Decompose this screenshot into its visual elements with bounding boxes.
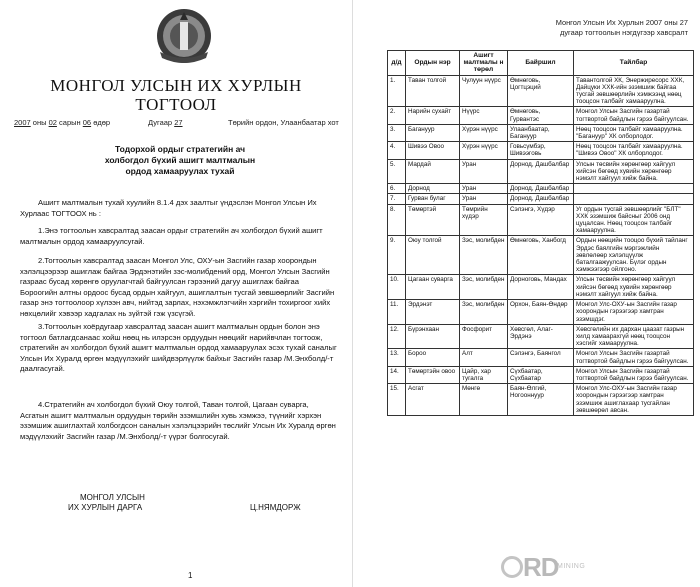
cell-name: Дорнод (406, 184, 460, 194)
cell-mineral: Цайр, хар тугалга (460, 366, 508, 383)
paragraph-3: 3.Тогтоолын хоёрдугаар хавсралтад заасан ашигт малтмалын ордын болон энэ тогтоол батлагдсанаас хойш нөөц нь илэрсэн ордуудын нөөцийг нарийвчлан тогтоож, стратегийн ач холбогдол бүхий ашигт малтмалын ордод хамааруулах эсэх тухай саналыг Улсын Их Хуралд өргөн мэдүүлэхийг шийдвэрлүүлж байхыг Засгийн газар /М.Энхболд/-т даалгасугай. (20, 322, 337, 374)
cell-note: Тавантолгой ХК, Энержиресорс ХХК, Дайцуки ХХК-ийн эзэмшиж байгаа тусгай зөвшөөрлийн хэмжээнд нөөц тооцсон талбайг хамааруулна. (574, 75, 694, 107)
table-row (388, 194, 694, 204)
signatory-org-line1: МОНГОЛ УЛСЫН (80, 493, 145, 502)
cell-location: Сэлэнгэ, Баянгол (508, 349, 574, 366)
table-header-row (388, 51, 694, 76)
cell-note: Нөөц тооцсон талбайг хамааруулна. "Шивээ Овоо" ХК олборлодог. (574, 142, 694, 159)
cell-location: Улаанбаатар, Багануур (508, 124, 574, 141)
cell-name: Нарийн сухайт (406, 107, 460, 124)
cell-mineral: Уран (460, 184, 508, 194)
cell-num: 10. (388, 275, 406, 300)
cell-mineral: Зэс, молибден (460, 236, 508, 275)
table-row (388, 300, 694, 325)
table-row (388, 159, 694, 184)
cell-name: Бүрэнхаан (406, 324, 460, 349)
cell-location: Дорнод, Дашбалбар (508, 194, 574, 204)
table-row (388, 107, 694, 124)
table-row (388, 324, 694, 349)
table-row (388, 124, 694, 141)
cell-name: Асгат (406, 384, 460, 416)
cell-location: Дорнод, Дашбалбар (508, 184, 574, 194)
table-row (388, 204, 694, 236)
cell-location: Баян-Өлгий, Ногооннуур (508, 384, 574, 416)
table-row (388, 142, 694, 159)
cell-location: Хөвсгөл, Алаг-Эрдэнэ (508, 324, 574, 349)
cell-num: 1. (388, 75, 406, 107)
table-row (388, 184, 694, 194)
cell-name: Оюу толгой (406, 236, 460, 275)
cell-name: Шивээ Овоо (406, 142, 460, 159)
paragraph-intro: Ашигт малтмалын тухай хуулийн 8.1.4 дэх заалтыг үндэслэн Монгол Улсын Их Хурлаас ТОГТООХ нь : (20, 198, 317, 218)
doc-type: ТОГТООЛ (135, 95, 217, 114)
cell-name: Төмөртэйн овоо (406, 366, 460, 383)
table-row (388, 349, 694, 366)
cell-location: Өмнөговь, Ханбогд (508, 236, 574, 275)
cell-name: Багануур (406, 124, 460, 141)
document-title: Тодорхой ордыг стратегийн ач холбогдол бүхий ашигт малтмалын ордод хамааруулах тухай (104, 144, 256, 176)
gov-name: МОНГОЛ УЛСЫН ИХ ХУРЛЫН (50, 76, 302, 95)
cell-name: Бороо (406, 349, 460, 366)
table-row (388, 366, 694, 383)
paragraph-2: 2.Тогтоолын хавсралтад заасан Монгол Улс, ОХУ-ын Засгийн газар хоорондын хэлэлцээрээр ашиглаж байгаа Эрдэнэтийн зэс-молибдений орд, Монгол Улсын Засгийн газраас бусад хөрөнгө оруулагчтай байгуулсан гэрээний дагуу ашиглаж байгаа Бороогийн алтны ордоос бусад ордын хайгуул, ашиглалтын тусгай зөвшөөрлийг Засгийн газар энэ тогтоолоор хүлээн авч, нийтэд зарлах, нэхэмжлэгчийн хэргийн тохиргоог хийх нөхцөлийг хэвээр хадгалах нь зүйтэй гэж үзсүгэй. (20, 256, 335, 318)
cell-location: Өмнөговь, Цогтцэций (508, 75, 574, 107)
appendix-header: Монгол Улсын Их Хурлын 2007 оны 27 дугаар тогтоолын нэгдүгээр хавсралт (555, 18, 688, 37)
cell-num: 15. (388, 384, 406, 416)
cell-name: Мардай (406, 159, 460, 184)
cell-note: Улсын төсвийн хөрөнгөөр хайгуул хийсэн бөгөөд хувийн хөрөнгөөр нэмэлт хайгуул хийж байна. (574, 159, 694, 184)
page-number: 1 (188, 571, 193, 580)
cell-note: Нөөц тооцсон талбайг хамааруулна. "Багануур" ХК олборлодог. (574, 124, 694, 141)
cell-note: Монгол Улс-ОХУ-ын Засгийн газар хоорондын гэрээгээр хамтран эзэмшиж ашиглахаар тусгайлан зөвшөөрөл авсан. (574, 384, 694, 416)
cell-num: 14. (388, 366, 406, 383)
cell-note: Ордын нөөцийн тооцоо бүхий тайланг Эрдэс баялгийн мэргэжлийн зөвлөлөөр хэлэлцүүлж баталгаажуулсан. Бүлэг ордын хэмжээгээр ойлгоно. (574, 236, 694, 275)
cell-location: Дорноговь, Мандах (508, 275, 574, 300)
cell-name: Цагаан суварга (406, 275, 460, 300)
cell-name: Гурван булаг (406, 194, 460, 204)
cell-num: 4. (388, 142, 406, 159)
cell-name: Эрдэнэт (406, 300, 460, 325)
cell-note (574, 194, 694, 204)
cell-num: 12. (388, 324, 406, 349)
cell-num: 13. (388, 349, 406, 366)
col-header-note: Тайлбар (574, 51, 694, 76)
col-header-name: Ордын нэр (406, 51, 460, 76)
cell-mineral: Чулуун нүүрс (460, 75, 508, 107)
cell-location: Дорнод, Дашбалбар (508, 159, 574, 184)
document-date: 2007 оны 02 сарын 06 өдөр (14, 118, 111, 127)
cell-num: 11. (388, 300, 406, 325)
cell-mineral: Уран (460, 194, 508, 204)
table-row (388, 384, 694, 416)
col-header-location: Байршил (508, 51, 574, 76)
cell-location: Сүхбаатар, Сүхбаатар (508, 366, 574, 383)
cell-mineral: Зэс, молибден (460, 300, 508, 325)
watermark-text: RD (523, 552, 559, 582)
cell-location: Орхон, Баян-Өндөр (508, 300, 574, 325)
cell-note: Монгол Улс-ОХУ-ын Засгийн газар хоорондын гэрээгээр хамтран эзэмшдэг. (574, 300, 694, 325)
cell-mineral: Алт (460, 349, 508, 366)
cell-location: Өмнөговь, Гурвантэс (508, 107, 574, 124)
cell-name: Төмөртэй (406, 204, 460, 236)
cell-note (574, 184, 694, 194)
deposits-table (387, 50, 694, 416)
cell-location: Сэлэнгэ, Хүдэр (508, 204, 574, 236)
cell-note: Монгол Улсын Засгийн газартай тогтвортой байдлын гэрээ байгуулсан. (574, 349, 694, 366)
cell-mineral: Зэс, молибден (460, 275, 508, 300)
watermark-logo-icon (501, 556, 523, 578)
cell-note: Уг ордын тусгай зөвшөөрлийг "БЛТ" ХХК эзэмшиж байсныг 2006 онд цуцалсан. Нөөц тооцсон талбайг хамааруулна. (574, 204, 694, 236)
right-page (352, 0, 700, 587)
paragraph-4: 4.Стратегийн ач холбогдол бүхий Оюу толгой, Таван толгой, Цагаан суварга, Асгатын ашигт малтмалын ордуудын төрийн эзэмшлийн хувь хэмжээ, түүнийг хэрхэн эзэмшиж ашиглахтай холбогдсон саналын хэлэлцээрийн төслийг Улсын Их Хуралд өргөн мэдүүлэхийг Засгийн газар /М.Энхболд/-т үүрэг болгосугай. (20, 400, 336, 441)
document-number: Дугаар 27 (148, 118, 183, 127)
cell-mineral: Хүрэн нүүрс (460, 124, 508, 141)
cell-num: 2. (388, 107, 406, 124)
cell-num: 3. (388, 124, 406, 141)
cell-mineral: Нүүрс (460, 107, 508, 124)
table-row (388, 236, 694, 275)
cell-mineral: Хүрэн нүүрс (460, 142, 508, 159)
watermark-subtext: MINING (557, 563, 586, 570)
cell-name: Таван толгой (406, 75, 460, 107)
col-header-num: д/д (388, 51, 406, 76)
cell-num: 5. (388, 159, 406, 184)
document-place: Төрийн ордон, Улаанбаатар хот (228, 118, 339, 127)
cell-note: Монгол Улсын Засгийн газартай тогтвортой байдлын гэрээ байгуулсан. (574, 366, 694, 383)
cell-note: Улсын төсвийн хөрөнгөөр хайгуул хийсэн бөгөөд хувийн хөрөнгөөр нэмэлт хайгуул хийж байна. (574, 275, 694, 300)
table-row (388, 75, 694, 107)
cell-num: 9. (388, 236, 406, 275)
table-row (388, 275, 694, 300)
col-header-mineral: Ашигт малтмалы н төрөл (460, 51, 508, 76)
cell-num: 6. (388, 184, 406, 194)
cell-mineral: Төмрийн хүдэр (460, 204, 508, 236)
signatory-name: Ц.НЯМДОРЖ (250, 503, 301, 512)
cell-note: Монгол Улсын Засгийн газартай тогтвортой байдлын гэрээ байгуулсан. (574, 107, 694, 124)
cell-mineral: Уран (460, 159, 508, 184)
paragraph-1: 1.Энэ тогтоолын хавсралтад заасан ордыг стратегийн ач холбогдол бүхий ашигт малтмалын ордод хамааруулсугай. (20, 226, 323, 246)
cell-location: Говьсүмбэр, Шивээговь (508, 142, 574, 159)
signatory-org-line2: ИХ ХУРЛЫН ДАРГА (68, 503, 143, 512)
cell-mineral: Мөнгө (460, 384, 508, 416)
cell-mineral: Фосфорит (460, 324, 508, 349)
cell-note: Хөвсгөлийн их дархан цаазат газрын хилд хамаарахгүй нөөц тооцсон хэсгийг хамааруулна. (574, 324, 694, 349)
cell-num: 7. (388, 194, 406, 204)
cell-num: 8. (388, 204, 406, 236)
state-emblem-icon (146, 6, 222, 66)
